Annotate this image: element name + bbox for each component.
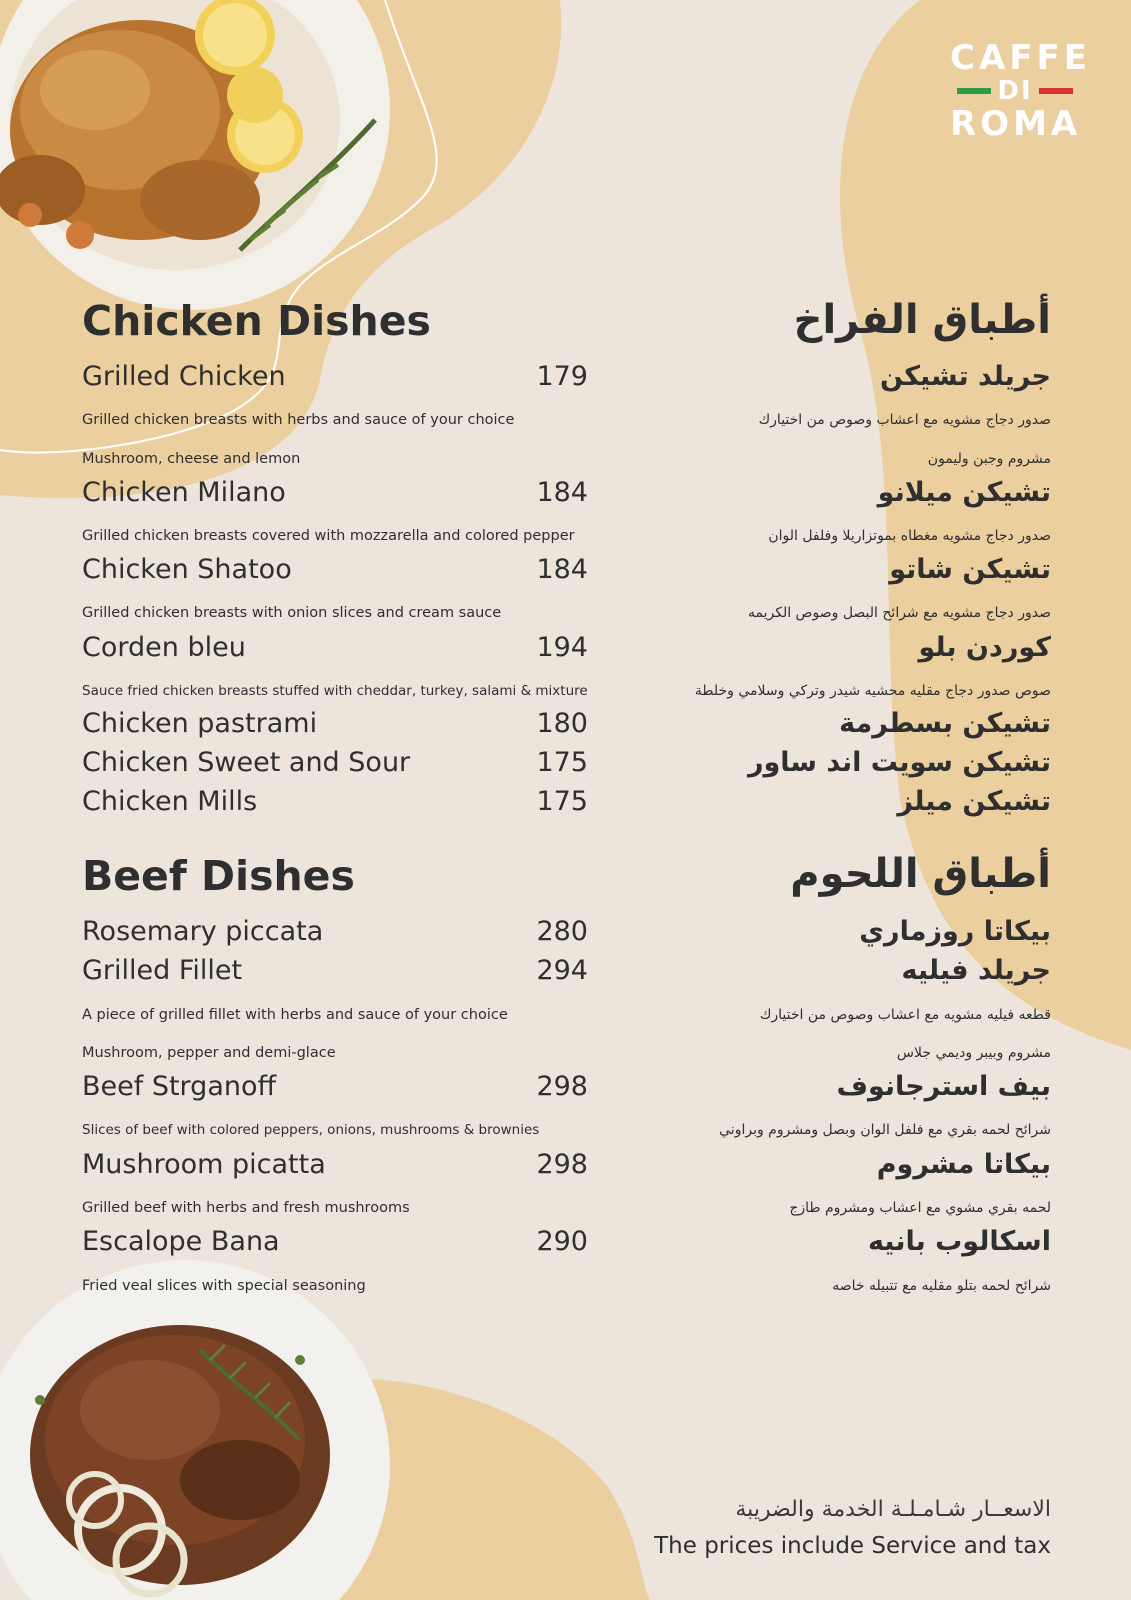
menu-item-price: 298 bbox=[536, 1071, 588, 1102]
menu-item-name: Corden bleu bbox=[82, 632, 246, 663]
menu-item-description: A piece of grilled fillet with herbs and sauce of your choice bbox=[82, 1007, 508, 1023]
menu-item-name: Chicken Milano bbox=[82, 477, 286, 508]
logo-line3: ROMA bbox=[950, 104, 1082, 144]
menu-item-description: Grilled chicken breasts with herbs and sauce of your choice bbox=[82, 412, 515, 428]
menu-item-description: Slices of beef with colored peppers, onions, mushrooms & brownies bbox=[82, 1122, 540, 1138]
menu-item-description: Grilled beef with herbs and fresh mushrooms bbox=[82, 1200, 410, 1216]
menu-item-price: 179 bbox=[536, 361, 588, 392]
logo-red-bar bbox=[1039, 88, 1073, 94]
menu-item-price: 180 bbox=[536, 708, 588, 739]
menu-item-description-ar: لحمه بقري مشوي مع اعشاب ومشروم طازج bbox=[789, 1200, 1051, 1216]
menu-item-name: Chicken Sweet and Sour bbox=[82, 747, 411, 778]
menu-item-price: 184 bbox=[536, 554, 588, 585]
menu-item-description: Grilled chicken breasts covered with mozzarella and colored pepper bbox=[82, 528, 575, 544]
price-note-ar: الاسعــار شـامـلـة الخدمة والضريبة bbox=[735, 1497, 1051, 1522]
menu-item-name-ar: اسكالوب بانيه bbox=[867, 1226, 1051, 1257]
price-note: The prices include Service and tax bbox=[654, 1533, 1051, 1559]
menu-item-description-ar: مشروم وجبن وليمون bbox=[927, 451, 1051, 467]
menu-item-name: Grilled Fillet bbox=[82, 955, 243, 986]
menu-item-name: Chicken pastrami bbox=[82, 708, 318, 739]
beef-section-title: Beef Dishes bbox=[82, 852, 355, 900]
menu-item-name-ar: جريلد تشيكن bbox=[879, 361, 1051, 392]
menu-item-description: Mushroom, cheese and lemon bbox=[82, 451, 301, 467]
menu-item-price: 175 bbox=[536, 786, 588, 817]
menu-item-description-ar: شرائح لحمه بقري مع فلفل الوان وبصل ومشروم وبراوني bbox=[719, 1122, 1051, 1138]
menu-item-name: Rosemary piccata bbox=[82, 916, 324, 947]
menu-item-description: Mushroom, pepper and demi-glace bbox=[82, 1045, 336, 1061]
chicken-section-title: Chicken Dishes bbox=[82, 297, 431, 345]
caffe-di-roma-logo bbox=[950, 38, 1091, 144]
menu-item-price: 175 bbox=[536, 747, 588, 778]
menu-item-description-ar: صوص صدور دجاج مقليه محشيه شيدر وتركي وسلامي وخلطة bbox=[694, 683, 1051, 699]
menu-item-name-ar: جريلد فيليه bbox=[901, 955, 1051, 986]
menu-item-name: Chicken Shatoo bbox=[82, 554, 292, 585]
chicken-section-title-ar: أطباق الفراخ bbox=[793, 297, 1051, 343]
menu-item-name-ar: تشيكن بسطرمة bbox=[839, 708, 1051, 739]
menu-item-description: Grilled chicken breasts with onion slices and cream sauce bbox=[82, 605, 502, 621]
menu-item-name: Grilled Chicken bbox=[82, 361, 286, 392]
menu-item-description-ar: صدور دجاج مشويه مع اعشاب وصوص من اختيارك bbox=[758, 412, 1051, 428]
menu-item-name-ar: بيكاتا روزماري bbox=[859, 916, 1051, 947]
grilled-steak-photo bbox=[0, 1260, 390, 1600]
menu-item-name-ar: تشيكن ميلز bbox=[897, 786, 1051, 817]
menu-item-name: Chicken Mills bbox=[82, 786, 258, 817]
logo-line2: DI bbox=[997, 76, 1033, 106]
menu-item-description-ar: مشروم وبيبر وديمي جلاس bbox=[896, 1045, 1051, 1061]
menu-item-name-ar: تشيكن ميلانو bbox=[877, 477, 1051, 508]
menu-item-name-ar: كوردن بلو bbox=[918, 632, 1051, 663]
menu-item-name-ar: تشيكن شاتو bbox=[889, 554, 1051, 585]
menu-item-price: 294 bbox=[536, 955, 588, 986]
menu-item-description-ar: صدور دجاج مشويه مع شرائح البصل وصوص الكريمه bbox=[748, 605, 1051, 621]
logo-green-bar bbox=[957, 88, 991, 94]
menu-item-price: 290 bbox=[536, 1226, 588, 1257]
beef-section-title-ar: أطباق اللحوم bbox=[790, 851, 1051, 897]
menu-item-price: 280 bbox=[536, 916, 588, 947]
menu-item-name: Beef Strganoff bbox=[82, 1071, 277, 1102]
logo-line1: CAFFE bbox=[950, 38, 1091, 78]
menu-item-description-ar: صدور دجاج مشويه مغطاه بموتزاريلا وفلفل الوان bbox=[768, 528, 1051, 544]
menu-item-price: 184 bbox=[536, 477, 588, 508]
menu-item-name: Escalope Bana bbox=[82, 1226, 280, 1257]
menu-item-name-ar: تشيكن سويت اند ساور bbox=[747, 747, 1051, 778]
menu-item-price: 298 bbox=[536, 1149, 588, 1180]
menu-item-name-ar: بيكاتا مشروم bbox=[876, 1149, 1051, 1180]
menu-item-name-ar: بيف استرجانوف bbox=[836, 1071, 1051, 1102]
menu-item-description: Sauce fried chicken breasts stuffed with cheddar, turkey, salami & mixture bbox=[82, 683, 588, 699]
menu-item-name: Mushroom picatta bbox=[82, 1149, 326, 1180]
menu-item-description: Fried veal slices with special seasoning bbox=[82, 1278, 366, 1294]
menu-item-description-ar: شرائح لحمه بتلو مقليه مع تتبيله خاصه bbox=[832, 1278, 1051, 1294]
menu-item-price: 194 bbox=[536, 632, 588, 663]
menu-item-description-ar: قطعه فيليه مشويه مع اعشاب وصوص من اختيارك bbox=[759, 1007, 1051, 1023]
